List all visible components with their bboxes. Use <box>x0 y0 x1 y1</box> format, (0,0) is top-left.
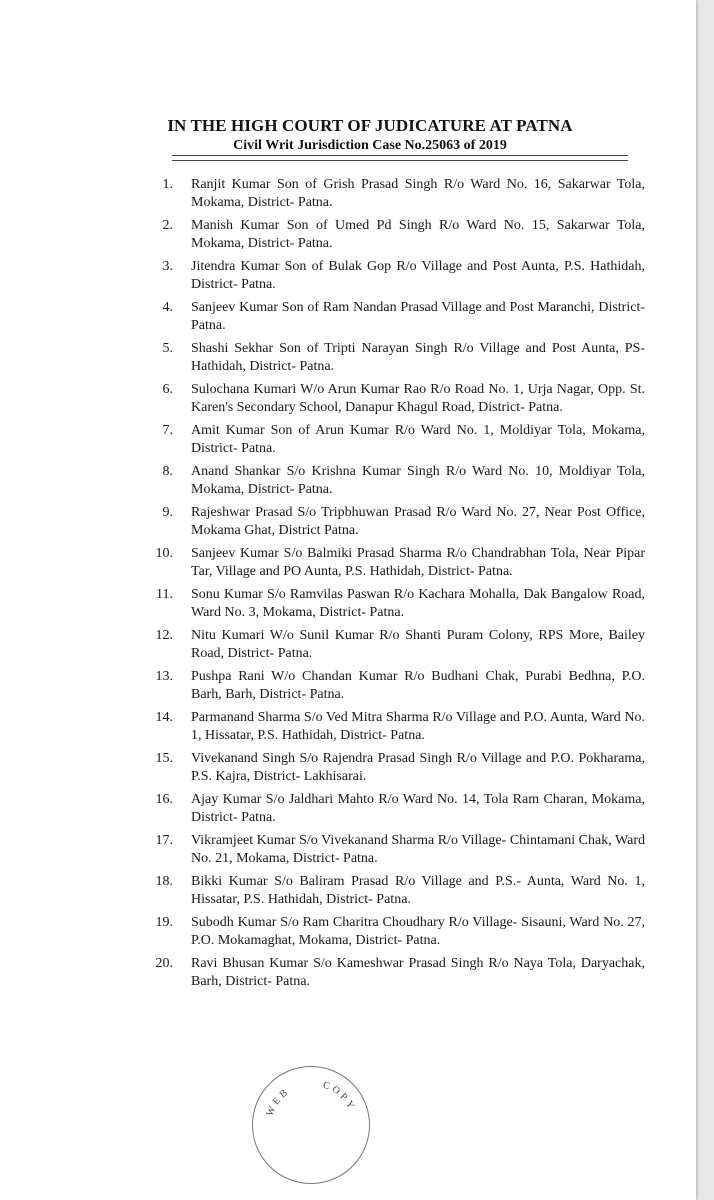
item-text: Anand Shankar S/o Krishna Kumar Singh R/o Ward No. 10, Moldiyar Tola, Mokama, District- Patna. <box>191 464 645 497</box>
svg-text:COPY <box>321 1080 357 1114</box>
list-item <box>133 709 645 750</box>
court-title: IN THE HIGH COURT OF JUDICATURE AT PATNA <box>167 116 573 135</box>
document-header <box>0 116 696 154</box>
item-text: Sonu Kumar S/o Ramvilas Paswan R/o Kachara Mohalla, Dak Bangalow Road, Ward No. 3, Mokama, District- Patna. <box>191 587 645 620</box>
list-item <box>133 586 645 627</box>
item-number: 8. <box>162 464 173 479</box>
item-number: 17. <box>155 833 173 848</box>
item-number: 15. <box>155 751 173 766</box>
item-number: 18. <box>155 874 173 889</box>
item-text: Sanjeev Kumar S/o Balmiki Prasad Sharma R/o Chandrabhan Tola, Near Pipar Tar, Village and PO Aunta, P.S. Hathidah, District- Patna. <box>191 546 645 579</box>
list-item <box>133 955 645 996</box>
item-number: 19. <box>155 915 173 930</box>
case-number: Civil Writ Jurisdiction Case No.25063 of 2019 <box>233 138 507 153</box>
item-text: Ajay Kumar S/o Jaldhari Mahto R/o Ward No. 14, Tola Ram Charan, Mokama, District- Patna. <box>191 792 645 825</box>
list-item <box>133 463 645 504</box>
list-item <box>133 914 645 955</box>
item-text: Nitu Kumari W/o Sunil Kumar R/o Shanti Puram Colony, RPS More, Bailey Road, District- Patna. <box>191 628 645 661</box>
seal-word-left: WEB <box>264 1085 293 1118</box>
list-item <box>133 545 645 586</box>
item-text: Shashi Sekhar Son of Tripti Narayan Singh R/o Village and Post Aunta, PS- Hathidah, District- Patna. <box>191 341 645 374</box>
list-item <box>133 381 645 422</box>
item-number: 9. <box>162 505 173 520</box>
item-text: Pushpa Rani W/o Chandan Kumar R/o Budhani Chak, Purabi Bedhna, P.O. Barh, Barh, District- Patna. <box>191 669 645 702</box>
item-text: Vivekanand Singh S/o Rajendra Prasad Singh R/o Village and P.O. Pokharama, P.S. Kajra, District- Lakhisarai. <box>191 751 645 784</box>
item-text: Amit Kumar Son of Arun Kumar R/o Ward No. 1, Moldiyar Tola, Mokama, District- Patna. <box>191 423 645 456</box>
list-item <box>133 340 645 381</box>
item-number: 2. <box>162 218 173 233</box>
item-number: 10. <box>155 546 173 561</box>
item-number: 6. <box>162 382 173 397</box>
list-item <box>133 873 645 914</box>
list-item <box>133 668 645 709</box>
item-number: 11. <box>156 587 173 602</box>
list-item <box>133 299 645 340</box>
web-copy-seal <box>252 1066 370 1184</box>
list-item <box>133 750 645 791</box>
item-number: 7. <box>162 423 173 438</box>
item-number: 20. <box>155 956 173 971</box>
item-number: 14. <box>155 710 173 725</box>
petitioner-list <box>133 176 645 996</box>
item-number: 4. <box>162 300 173 315</box>
item-number: 12. <box>155 628 173 643</box>
item-text: Manish Kumar Son of Umed Pd Singh R/o Ward No. 15, Sakarwar Tola, Mokama, District- Patna. <box>191 218 645 251</box>
list-item <box>133 217 645 258</box>
item-number: 5. <box>162 341 173 356</box>
header-divider <box>172 155 628 161</box>
item-text: Sanjeev Kumar Son of Ram Nandan Prasad Village and Post Maranchi, District- Patna. <box>191 300 645 333</box>
list-item <box>133 791 645 832</box>
list-item <box>133 627 645 668</box>
item-text: Subodh Kumar S/o Ram Charitra Choudhary R/o Village- Sisauni, Ward No. 27, P.O. Mokamaghat, Mokama, District- Patna. <box>191 915 645 948</box>
svg-text:WEB <box>264 1086 292 1118</box>
item-text: Vikramjeet Kumar S/o Vivekanand Sharma R/o Village- Chintamani Chak, Ward No. 21, Mokama, District- Patna. <box>191 833 645 866</box>
item-number: 1. <box>162 177 173 192</box>
seal-lettering <box>253 1067 371 1185</box>
item-text: Rajeshwar Prasad S/o Tripbhuwan Prasad R/o Ward No. 27, Near Post Office, Mokama Ghat, District Patna. <box>191 505 645 538</box>
item-number: 16. <box>155 792 173 807</box>
list-item <box>133 504 645 545</box>
item-text: Jitendra Kumar Son of Bulak Gop R/o Village and Post Aunta, P.S. Hathidah, District- Patna. <box>191 259 645 292</box>
list-item <box>133 832 645 873</box>
item-text: Bikki Kumar S/o Baliram Prasad R/o Village and P.S.- Aunta, Ward No. 1, Hissatar, P.S. Hathidah, District- Patna. <box>191 874 645 907</box>
item-text: Sulochana Kumari W/o Arun Kumar Rao R/o Road No. 1, Urja Nagar, Opp. St. Karen's Secondary School, Danapur Khagul Road, District- Patna. <box>191 382 645 415</box>
seal-word-right: COPY <box>321 1079 358 1114</box>
item-text: Ravi Bhusan Kumar S/o Kameshwar Prasad Singh R/o Naya Tola, Daryachak, Barh, District- Patna. <box>191 956 645 989</box>
item-text: Ranjit Kumar Son of Grish Prasad Singh R/o Ward No. 16, Sakarwar Tola, Mokama, District- Patna. <box>191 177 645 210</box>
item-number: 13. <box>155 669 173 684</box>
list-item <box>133 422 645 463</box>
item-text: Parmanand Sharma S/o Ved Mitra Sharma R/o Village and P.O. Aunta, Ward No. 1, Hissatar, P.S. Hathidah, District- Patna. <box>191 710 645 743</box>
list-item <box>133 176 645 217</box>
list-item <box>133 258 645 299</box>
item-number: 3. <box>162 259 173 274</box>
